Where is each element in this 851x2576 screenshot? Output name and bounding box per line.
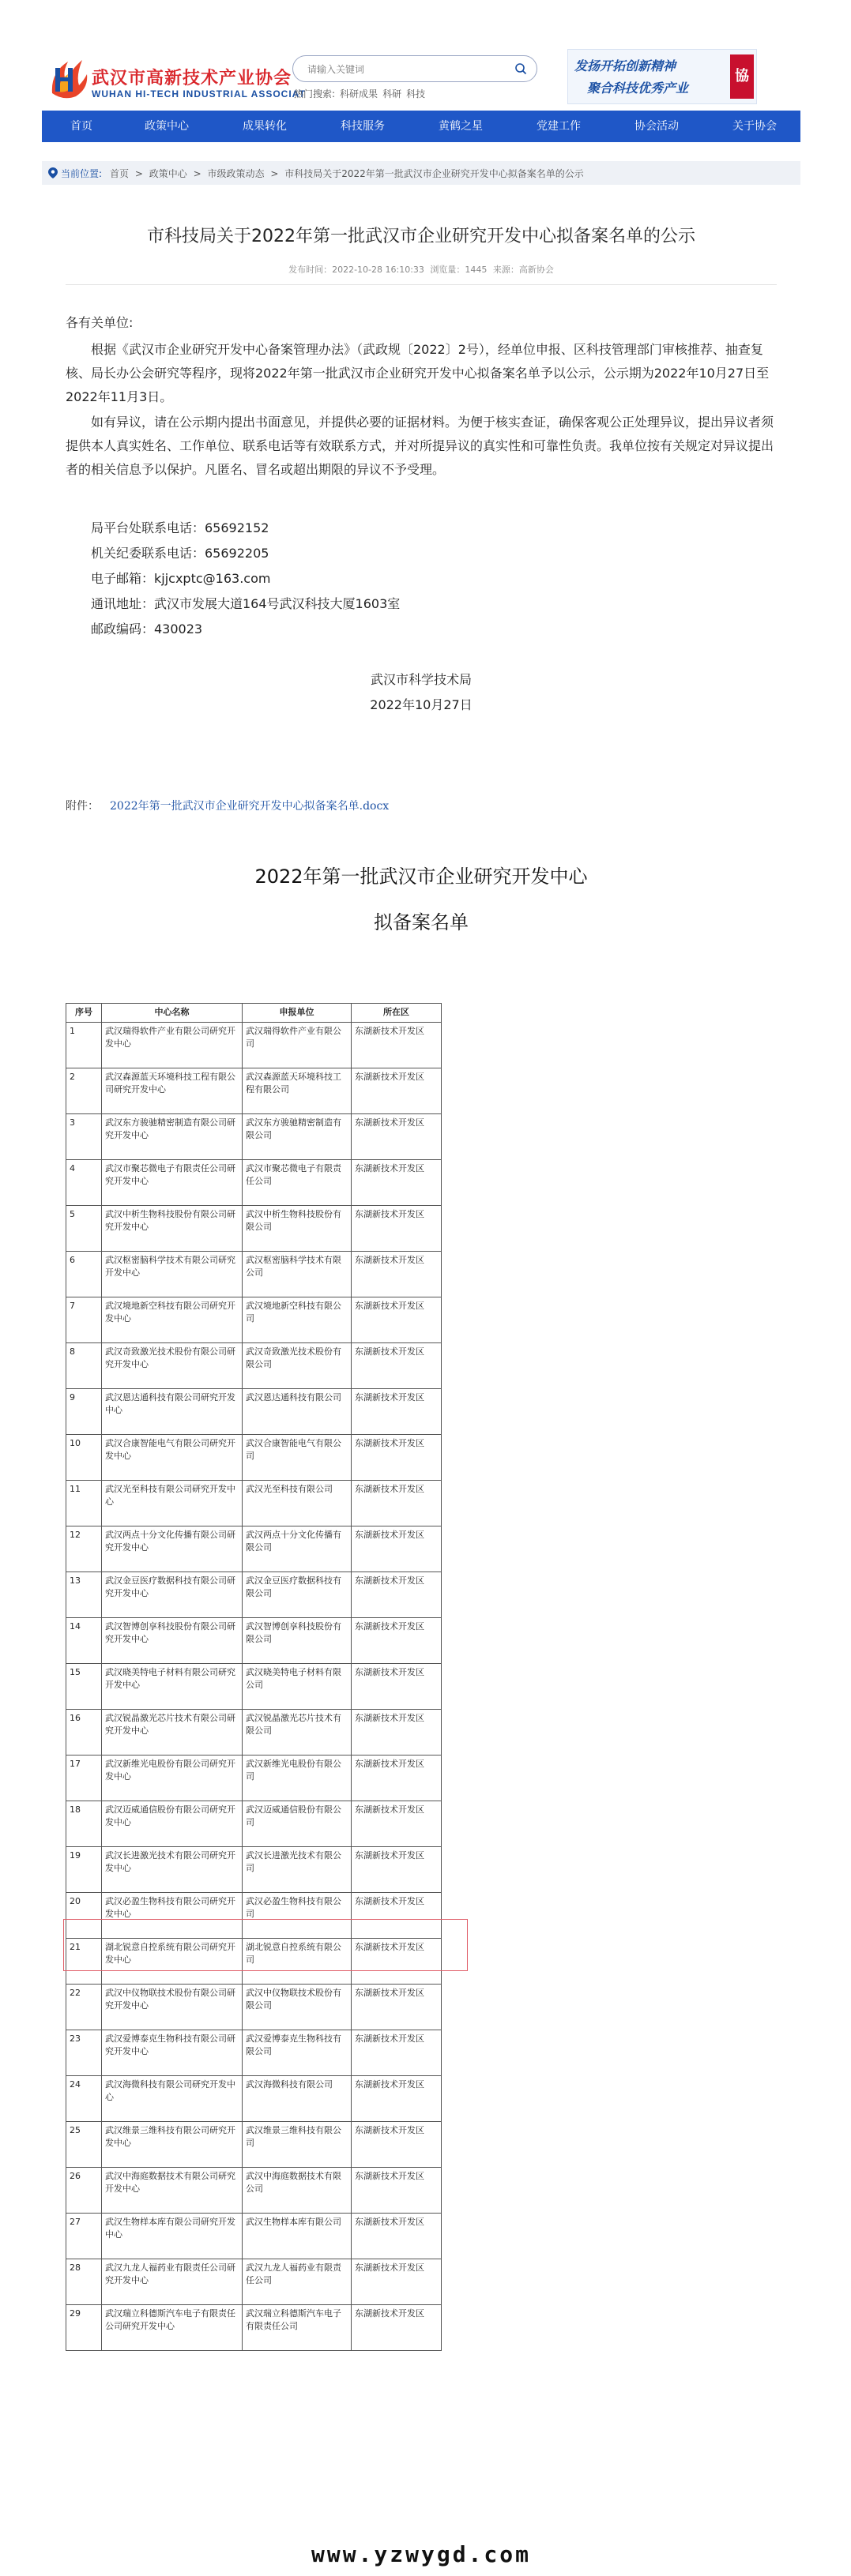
table-cell: 6 <box>66 1252 102 1297</box>
table-cell: 东湖新技术开发区 <box>352 1756 442 1801</box>
table-cell: 武汉森源蓝天环境科技工程有限公司研究开发中心 <box>102 1068 243 1114</box>
table-cell: 26 <box>66 2168 102 2214</box>
contact-line: 邮政编码：430023 <box>91 621 203 636</box>
table-cell: 武汉必盈生物科技有限公司研究开发中心 <box>102 1893 243 1939</box>
article-source: 来源：高新协会 <box>492 265 554 275</box>
table-cell: 东湖新技术开发区 <box>352 2076 442 2122</box>
page-title: 市科技局关于2022年第一批武汉市企业研究开发中心拟备案名单的公示 <box>147 227 695 246</box>
table-row <box>66 1664 442 1710</box>
table-cell: 武汉合康智能电气有限公司 <box>243 1435 352 1481</box>
table-row <box>66 1985 442 2030</box>
table-row <box>66 1526 442 1572</box>
view-count: 浏览量：1445 <box>430 265 488 275</box>
table-cell: 东湖新技术开发区 <box>352 1343 442 1389</box>
column-header: 中心名称 <box>102 1004 243 1023</box>
article-meta <box>42 263 800 276</box>
table-cell: 25 <box>66 2122 102 2168</box>
table-cell: 武汉枢密脑科学技术有限公司研究开发中心 <box>102 1252 243 1297</box>
table-cell: 武汉奇致激光技术股份有限公司 <box>243 1343 352 1389</box>
table-row <box>66 1252 442 1297</box>
table-cell: 29 <box>66 2305 102 2351</box>
table-cell: 武汉枢密脑科学技术有限公司 <box>243 1252 352 1297</box>
table-cell: 湖北锐意自控系统有限公司研究开发中心 <box>102 1939 243 1985</box>
sign-date: 2022年10月27日 <box>370 697 473 712</box>
table-header-row <box>66 1004 442 1023</box>
attachment <box>66 798 389 813</box>
table-cell: 武汉中析生物科技股份有限公司研究开发中心 <box>102 1206 243 1252</box>
table-cell: 东湖新技术开发区 <box>352 1801 442 1847</box>
table-cell: 21 <box>66 1939 102 1985</box>
attachment-link[interactable]: 2022年第一批武汉市企业研究开发中心拟备案名单.docx <box>110 800 390 813</box>
hot-search-label: 热门搜索: <box>294 88 336 100</box>
location-pin-icon <box>48 167 58 178</box>
site-header <box>0 0 851 111</box>
table-cell: 武汉海微科技有限公司 <box>243 2076 352 2122</box>
logo-text-cn: 武汉市高新技术产业协会 <box>92 69 292 88</box>
table-cell: 23 <box>66 2030 102 2076</box>
table-row <box>66 1023 442 1068</box>
table-cell: 东湖新技术开发区 <box>352 1252 442 1297</box>
table-row <box>66 1801 442 1847</box>
table-cell: 东湖新技术开发区 <box>352 1618 442 1664</box>
nav-item-services[interactable]: 科技服务 <box>341 120 385 133</box>
paragraph-2: 如有异议，请在公示期内提出书面意见，并提供必要的证据材料。为便于核实查证，确保客观公正处理异议，提出异议者须提供本人真实姓名、工作单位、联系电话等有效联系方式，并对所提异议的真实性和可靠性负责。我单位按有关规定对异议提出者的相关信息予以保护。凡匿名、冒名或超出期限的异议不予受理。 <box>66 415 774 477</box>
contact-line: 局平台处联系电话：65692152 <box>91 520 269 535</box>
table-row <box>66 1297 442 1343</box>
table-cell: 东湖新技术开发区 <box>352 1389 442 1435</box>
table-row <box>66 1160 442 1206</box>
table-cell: 东湖新技术开发区 <box>352 2168 442 2214</box>
contact-line: 通讯地址：武汉市发展大道164号武汉科技大厦1603室 <box>91 596 401 611</box>
table-cell: 武汉中析生物科技股份有限公司 <box>243 1206 352 1252</box>
table-cell: 武汉光至科技有限公司研究开发中心 <box>102 1481 243 1526</box>
document-title-2: 拟备案名单 <box>374 911 469 933</box>
table-cell: 武汉瑞得软件产业有限公司 <box>243 1023 352 1068</box>
table-cell: 武汉爱博泰克生物科技有限公司 <box>243 2030 352 2076</box>
breadcrumb-item-home[interactable]: 首页 <box>110 168 130 179</box>
contact-line: 电子邮箱：kjjcxptc@163.com <box>91 571 271 586</box>
table-cell: 7 <box>66 1297 102 1343</box>
table-row <box>66 1756 442 1801</box>
table-cell: 武汉东方骏驰精密制造有限公司研究开发中心 <box>102 1114 243 1160</box>
search-input[interactable] <box>306 61 503 78</box>
table-cell: 武汉中仪物联技术股份有限公司研究开发中心 <box>102 1985 243 2030</box>
table-cell: 武汉瑞立科德斯汽车电子有限责任公司研究开发中心 <box>102 2305 243 2351</box>
table-cell: 武汉爱博泰克生物科技有限公司研究开发中心 <box>102 2030 243 2076</box>
table-cell: 武汉中海庭数据技术有限公司 <box>243 2168 352 2214</box>
table-cell: 东湖新技术开发区 <box>352 1526 442 1572</box>
header-banner <box>567 49 757 104</box>
table-cell: 9 <box>66 1389 102 1435</box>
table-row <box>66 1893 442 1939</box>
paragraph-1: 根据《武汉市企业研究开发中心备案管理办法》（武政规〔2022〕2号），经单位申报、区科技管理部门审核推荐、抽查复核、局长办公会研究等程序，现将2022年第一批武汉市企业研究开发中心拟备案名单予以公示，公示期为2022年10月27日至2022年11月3日。 <box>66 342 770 404</box>
breadcrumb-item-policy[interactable]: 政策中心 <box>149 168 187 179</box>
search-icon[interactable] <box>514 62 527 75</box>
table-cell: 11 <box>66 1481 102 1526</box>
logo-text-en: WUHAN HI-TECH INDUSTRIAL ASSOCIAT <box>92 88 306 100</box>
table-row <box>66 1847 442 1893</box>
table-body <box>66 1023 442 2351</box>
table-cell: 19 <box>66 1847 102 1893</box>
table-cell: 13 <box>66 1572 102 1618</box>
watermark: www.yzwygd.com <box>311 2541 531 2567</box>
table-row <box>66 2214 442 2259</box>
table-row <box>66 2076 442 2122</box>
table-cell: 武汉金豆医疗数据科技有限公司 <box>243 1572 352 1618</box>
table-cell: 武汉奇致激光技术股份有限公司研究开发中心 <box>102 1343 243 1389</box>
table-row <box>66 1114 442 1160</box>
table-cell: 4 <box>66 1160 102 1206</box>
breadcrumb-item-current: 市科技局关于2022年第一批武汉市企业研究开发中心拟备案名单的公示 <box>284 168 584 179</box>
table-cell: 武汉境地新空科技有限公司研究开发中心 <box>102 1297 243 1343</box>
table-row <box>66 2030 442 2076</box>
breadcrumb-item-city-policy[interactable]: 市级政策动态 <box>207 168 265 179</box>
hot-term[interactable]: 科技 <box>406 88 426 100</box>
breadcrumb-separator: > <box>134 168 143 179</box>
signer: 武汉市科学技术局 <box>370 672 472 687</box>
table-cell: 17 <box>66 1756 102 1801</box>
table-cell: 武汉生物样本库有限公司 <box>243 2214 352 2259</box>
table-cell: 东湖新技术开发区 <box>352 1572 442 1618</box>
table-cell: 东湖新技术开发区 <box>352 1893 442 1939</box>
logo-mark-icon <box>47 54 92 100</box>
table-cell: 武汉新维光电股份有限公司研究开发中心 <box>102 1756 243 1801</box>
table-cell: 武汉迈威通信股份有限公司研究开发中心 <box>102 1801 243 1847</box>
table-cell: 28 <box>66 2259 102 2305</box>
table-cell: 15 <box>66 1664 102 1710</box>
table-cell: 5 <box>66 1206 102 1252</box>
banner-slogan-2: 聚合科技优秀产业 <box>587 81 689 96</box>
table-cell: 武汉恩达通科技有限公司研究开发中心 <box>102 1389 243 1435</box>
table-cell: 武汉恩达通科技有限公司 <box>243 1389 352 1435</box>
table-row <box>66 1068 442 1114</box>
table-cell: 武汉两点十分文化传播有限公司研究开发中心 <box>102 1526 243 1572</box>
table-cell: 24 <box>66 2076 102 2122</box>
attachment-label: 附件： <box>66 800 99 813</box>
table-cell: 东湖新技术开发区 <box>352 2305 442 2351</box>
table-cell: 2 <box>66 1068 102 1114</box>
table-row <box>66 2168 442 2214</box>
table-cell: 武汉瑞得软件产业有限公司研究开发中心 <box>102 1023 243 1068</box>
table-cell: 东湖新技术开发区 <box>352 1435 442 1481</box>
breadcrumb-path <box>110 167 587 180</box>
table-cell: 18 <box>66 1801 102 1847</box>
nav-item-policy[interactable]: 政策中心 <box>145 120 189 133</box>
table-cell: 武汉必盈生物科技有限公司 <box>243 1893 352 1939</box>
table-cell: 东湖新技术开发区 <box>352 1985 442 2030</box>
table-cell: 武汉晓美特电子材料有限公司 <box>243 1664 352 1710</box>
table-cell: 武汉光至科技有限公司 <box>243 1481 352 1526</box>
breadcrumb <box>42 161 800 185</box>
table-cell: 武汉智博创享科技股份有限公司研究开发中心 <box>102 1618 243 1664</box>
table-row <box>66 1389 442 1435</box>
table-cell: 东湖新技术开发区 <box>352 1068 442 1114</box>
table-row <box>66 2305 442 2351</box>
banner-seal: 協 <box>730 54 754 99</box>
table-cell: 武汉迈威通信股份有限公司 <box>243 1801 352 1847</box>
table-cell: 武汉市聚芯微电子有限责任公司 <box>243 1160 352 1206</box>
table-cell: 武汉维景三维科技有限公司研究开发中心 <box>102 2122 243 2168</box>
table-cell: 武汉合康智能电气有限公司研究开发中心 <box>102 1435 243 1481</box>
table-row <box>66 1206 442 1252</box>
table-row <box>66 2122 442 2168</box>
table-cell: 武汉中海庭数据技术有限公司研究开发中心 <box>102 2168 243 2214</box>
table-cell: 8 <box>66 1343 102 1389</box>
table-cell: 12 <box>66 1526 102 1572</box>
table-cell: 东湖新技术开发区 <box>352 2214 442 2259</box>
table-row <box>66 1481 442 1526</box>
table-row <box>66 1572 442 1618</box>
table-cell: 东湖新技术开发区 <box>352 2030 442 2076</box>
hot-term[interactable]: 科研 <box>382 88 402 100</box>
table-cell: 武汉九龙人福药业有限责任公司 <box>243 2259 352 2305</box>
table-cell: 20 <box>66 1893 102 1939</box>
table-cell: 武汉九龙人福药业有限责任公司研究开发中心 <box>102 2259 243 2305</box>
table-cell: 14 <box>66 1618 102 1664</box>
table-cell: 武汉中仪物联技术股份有限公司 <box>243 1985 352 2030</box>
table-cell: 16 <box>66 1710 102 1756</box>
table-cell: 湖北锐意自控系统有限公司 <box>243 1939 352 1985</box>
table-cell: 3 <box>66 1114 102 1160</box>
table-cell: 东湖新技术开发区 <box>352 1160 442 1206</box>
breadcrumb-separator: > <box>193 168 201 179</box>
publish-time: 发布时间：2022-10-28 16:10:33 <box>288 265 424 275</box>
hot-term[interactable]: 科研成果 <box>340 88 378 100</box>
table-row <box>66 1343 442 1389</box>
table-cell: 武汉锐晶激光芯片技术有限公司 <box>243 1710 352 1756</box>
breadcrumb-separator: > <box>270 168 279 179</box>
table-cell: 武汉森源蓝天环境科技工程有限公司 <box>243 1068 352 1114</box>
nav-item-about[interactable]: 关于协会 <box>732 120 777 133</box>
table-row <box>66 1939 442 1985</box>
table-cell: 武汉晓美特电子材料有限公司研究开发中心 <box>102 1664 243 1710</box>
table-row <box>66 1710 442 1756</box>
column-header: 序号 <box>66 1004 102 1023</box>
table-cell: 东湖新技术开发区 <box>352 1939 442 1985</box>
table-row <box>66 1435 442 1481</box>
nav-item-achievements[interactable]: 成果转化 <box>243 120 287 133</box>
table-row <box>66 1618 442 1664</box>
table-cell: 武汉生物样本库有限公司研究开发中心 <box>102 2214 243 2259</box>
hot-search <box>294 87 430 100</box>
salutation: 各有关单位: <box>66 315 134 330</box>
table-cell: 东湖新技术开发区 <box>352 1114 442 1160</box>
table-cell: 22 <box>66 1985 102 2030</box>
table-cell: 武汉锐晶激光芯片技术有限公司研究开发中心 <box>102 1710 243 1756</box>
table-cell: 武汉智博创享科技股份有限公司 <box>243 1618 352 1664</box>
table-cell: 武汉金豆医疗数据科技有限公司研究开发中心 <box>102 1572 243 1618</box>
table-cell: 武汉瑞立科德斯汽车电子有限责任公司 <box>243 2305 352 2351</box>
column-header: 所在区 <box>352 1004 442 1023</box>
table-cell: 27 <box>66 2214 102 2259</box>
table-cell: 东湖新技术开发区 <box>352 1023 442 1068</box>
table-cell: 东湖新技术开发区 <box>352 2259 442 2305</box>
breadcrumb-label: 当前位置: <box>61 168 103 179</box>
table-cell: 武汉长进激光技术有限公司 <box>243 1847 352 1893</box>
search-box <box>292 55 537 82</box>
table-cell: 武汉市聚芯微电子有限责任公司研究开发中心 <box>102 1160 243 1206</box>
column-header: 申报单位 <box>243 1004 352 1023</box>
nav-item-home[interactable]: 首页 <box>70 120 92 133</box>
document-title-1: 2022年第一批武汉市企业研究开发中心 <box>254 866 588 888</box>
table-cell: 10 <box>66 1435 102 1481</box>
site-logo[interactable] <box>47 51 306 106</box>
banner-slogan-1: 发扬开拓创新精神 <box>574 58 676 73</box>
table-cell: 东湖新技术开发区 <box>352 1481 442 1526</box>
table-row <box>66 2259 442 2305</box>
table-cell: 东湖新技术开发区 <box>352 1206 442 1252</box>
title-divider <box>66 284 777 285</box>
filing-list-table <box>66 1003 442 2351</box>
nav-item-party[interactable]: 党建工作 <box>537 120 581 133</box>
main-nav <box>42 111 800 142</box>
table-cell: 武汉新维光电股份有限公司 <box>243 1756 352 1801</box>
table-cell: 1 <box>66 1023 102 1068</box>
contact-line: 机关纪委联系电话：65692205 <box>91 546 269 561</box>
table-cell: 武汉长进激光技术有限公司研究开发中心 <box>102 1847 243 1893</box>
table-cell: 东湖新技术开发区 <box>352 1847 442 1893</box>
nav-item-star[interactable]: 黄鹤之星 <box>439 120 483 133</box>
table-cell: 武汉维景三维科技有限公司 <box>243 2122 352 2168</box>
table-cell: 东湖新技术开发区 <box>352 1664 442 1710</box>
table-cell: 东湖新技术开发区 <box>352 1710 442 1756</box>
table-cell: 东湖新技术开发区 <box>352 1297 442 1343</box>
table-cell: 东湖新技术开发区 <box>352 2122 442 2168</box>
table-cell: 武汉海微科技有限公司研究开发中心 <box>102 2076 243 2122</box>
table-cell: 武汉境地新空科技有限公司 <box>243 1297 352 1343</box>
table-cell: 武汉两点十分文化传播有限公司 <box>243 1526 352 1572</box>
nav-item-activities[interactable]: 协会活动 <box>634 120 679 133</box>
table-cell: 武汉东方骏驰精密制造有限公司 <box>243 1114 352 1160</box>
